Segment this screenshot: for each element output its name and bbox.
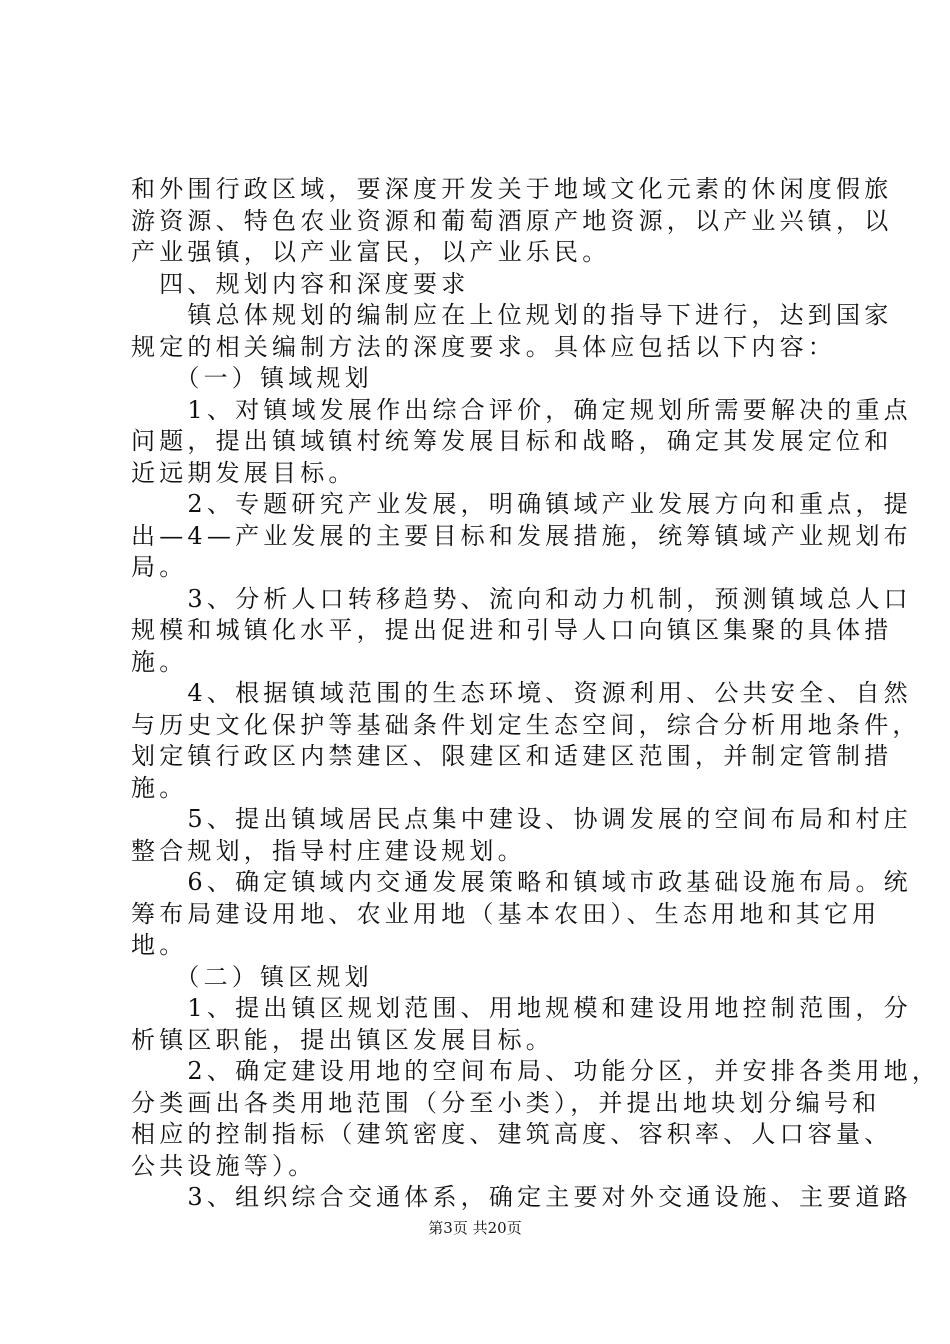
text-line: 3、分析人口转移趋势、流向和动力机制，预测镇域总人口 — [131, 584, 912, 613]
text-line: 出—4—产业发展的主要目标和发展措施，统筹镇域产业规划布 — [131, 521, 912, 550]
text-line: 规模和城镇化水平，提出促进和引导人口向镇区集聚的具体措 — [131, 616, 893, 644]
text-line: 公共设施等）。 — [131, 1151, 317, 1180]
text-line: 整合规划，指导村庄建设规划。 — [131, 836, 526, 865]
subsection-heading: （二）镇区规划 — [131, 962, 373, 991]
text-line: 规定的相关编制方法的深度要求。具体应包括以下内容： — [131, 332, 836, 361]
text-line: 问题，提出镇域镇村统筹发展目标和战略，确定其发展定位和 — [131, 427, 893, 455]
text-line: 筹布局建设用地、农业用地（基本农田）、生态用地和其它用 — [131, 899, 881, 928]
text-line: 产业强镇，以产业富民，以产业乐民。 — [131, 238, 611, 266]
text-line: 划定镇行政区内禁建区、限建区和适建区范围，并制定管制措 — [131, 742, 893, 770]
text-line: 相应的控制指标（建筑密度、建筑高度、容积率、人口容量、 — [131, 1120, 893, 1148]
text-line: 和外围行政区域，要深度开发关于地域文化元素的休闲度假旅 — [131, 175, 893, 203]
text-line: 地。 — [131, 931, 188, 959]
text-line: 施。 — [131, 773, 188, 802]
text-line: 5、提出镇域居民点集中建设、协调发展的空间布局和村庄 — [131, 805, 912, 833]
text-line: 近远期发展目标。 — [131, 458, 357, 487]
body-text — [131, 174, 941, 1214]
text-line: 施。 — [131, 647, 188, 676]
text-line: 局。 — [131, 553, 188, 581]
subsection-heading: （一）镇域规划 — [131, 364, 373, 392]
page-number-footer: 第3页 共20页 — [428, 1219, 522, 1237]
text-line: 3、组织综合交通体系，确定主要对外交通设施、主要道路 — [131, 1183, 912, 1211]
text-line: 镇总体规划的编制应在上位规划的指导下进行，达到国家 — [131, 301, 893, 329]
text-line: 与历史文化保护等基础条件划定生态空间，综合分析用地条件， — [131, 710, 921, 739]
text-line: 游资源、特色农业资源和葡萄酒原产地资源，以产业兴镇，以 — [131, 206, 893, 235]
text-line: 6、确定镇域内交通发展策略和镇域市政基础设施布局。统 — [131, 868, 912, 896]
text-line: 1、提出镇区规划范围、用地规模和建设用地控制范围，分 — [131, 994, 912, 1022]
text-line: 分类画出各类用地范围（分至小类），并提出地块划分编号和 — [131, 1088, 881, 1117]
text-line: 4、根据镇域范围的生态环境、资源利用、公共安全、自然 — [131, 679, 912, 707]
text-line: 2、确定建设用地的空间布局、功能分区，并安排各类用地， — [131, 1057, 941, 1085]
text-line: 1、对镇域发展作出综合评价，确定规划所需要解决的重点 — [131, 395, 912, 424]
text-line: 析镇区职能，提出镇区发展目标。 — [131, 1025, 554, 1054]
section-heading: 四、规划内容和深度要求 — [131, 269, 470, 298]
text-line: 2、专题研究产业发展，明确镇域产业发展方向和重点，提 — [131, 490, 912, 518]
